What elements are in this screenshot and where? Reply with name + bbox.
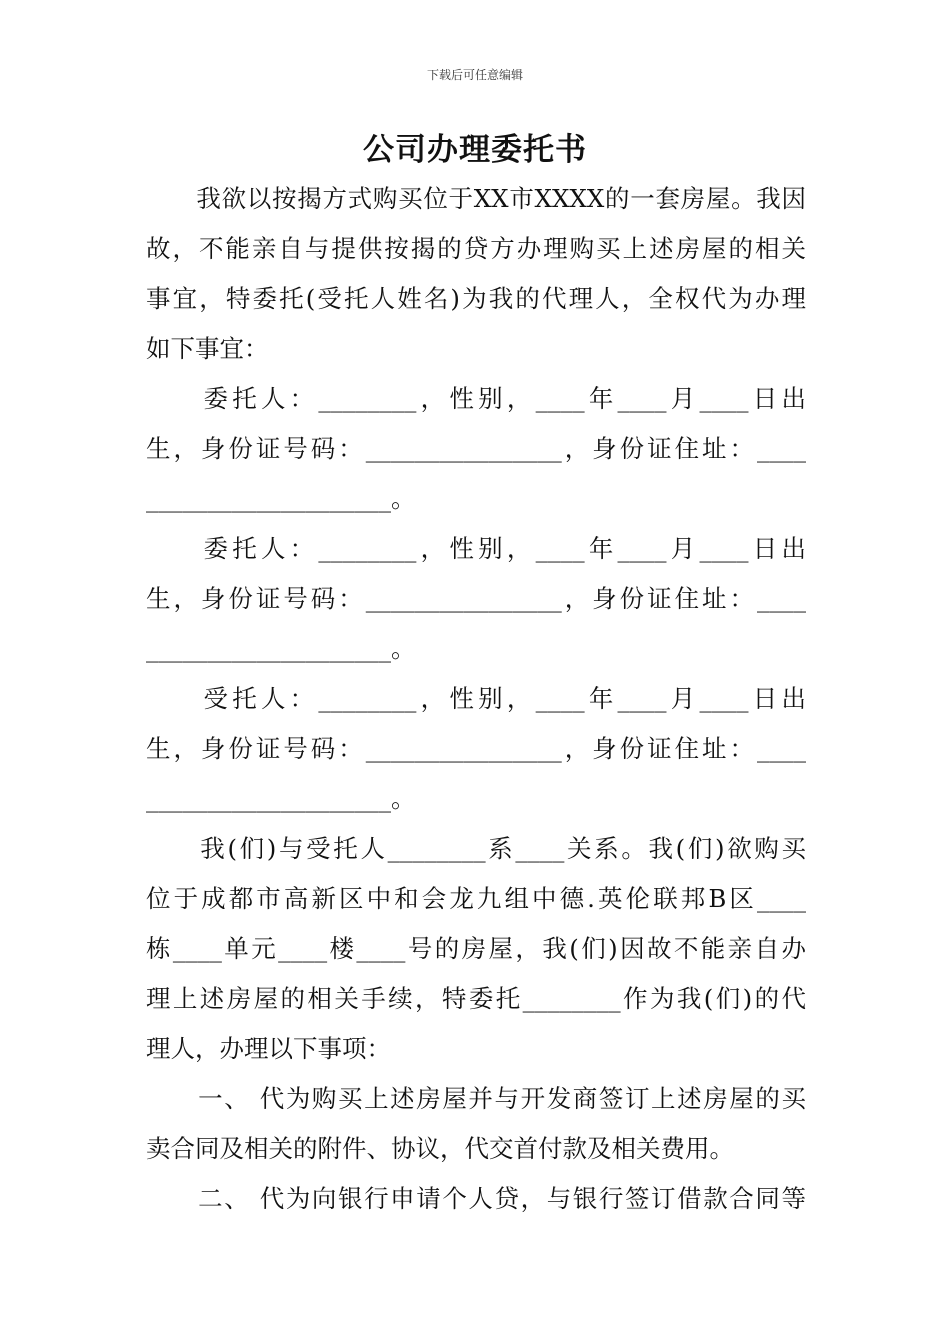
- paragraph-line: 二、 代为向银行申请个人贷，与银行签订借款合同等: [146, 1184, 806, 1213]
- paragraph-line: 委托人：________，性别，____年____月____日出: [146, 534, 806, 563]
- paragraph-line: 生，身份证号码：________________，身份证住址：____: [146, 734, 806, 763]
- paragraph-line: 卖合同及相关的附件、协议，代交首付款及相关费用。: [146, 1134, 734, 1163]
- paragraph-line: 我(们)与受托人________系____关系。我(们)欲购买: [146, 834, 806, 863]
- paragraph-line: ____________________。: [146, 484, 416, 513]
- paragraph-line: 事宜，特委托(受托人姓名)为我的代理人，全权代为办理: [146, 284, 806, 313]
- paragraph-line: ____________________。: [146, 634, 416, 663]
- paragraph-line: 生，身份证号码：________________，身份证住址：____: [146, 434, 806, 463]
- paragraph-line: 委托人：________，性别，____年____月____日出: [146, 384, 806, 413]
- paragraph-line: 如下事宜：: [146, 334, 269, 363]
- paragraph-line: 理人，办理以下事项：: [146, 1034, 391, 1063]
- paragraph-line: 生，身份证号码：________________，身份证住址：____: [146, 584, 806, 613]
- paragraph-line: 栋____单元____楼____号的房屋，我(们)因故不能亲自办: [146, 934, 806, 963]
- paragraph-line: 理上述房屋的相关手续，特委托________作为我(们)的代: [146, 984, 806, 1013]
- paragraph-line: 一、 代为购买上述房屋并与开发商签订上述房屋的买: [146, 1084, 806, 1113]
- paragraph-line: 我欲以按揭方式购买位于XX市XXXX的一套房屋。我因: [146, 184, 806, 213]
- paragraph-line: ____________________。: [146, 784, 416, 813]
- paragraph-line: 故，不能亲自与提供按揭的贷方办理购买上述房屋的相关: [146, 234, 806, 263]
- paragraph-line: 位于成都市高新区中和会龙九组中德.英伦联邦B区____: [146, 884, 806, 913]
- paragraph-line: 受托人：________，性别，____年____月____日出: [146, 684, 806, 713]
- document-title: 公司办理委托书: [363, 132, 587, 168]
- download-note: 下载后可任意编辑: [426, 68, 523, 82]
- document-body: [146, 174, 806, 1224]
